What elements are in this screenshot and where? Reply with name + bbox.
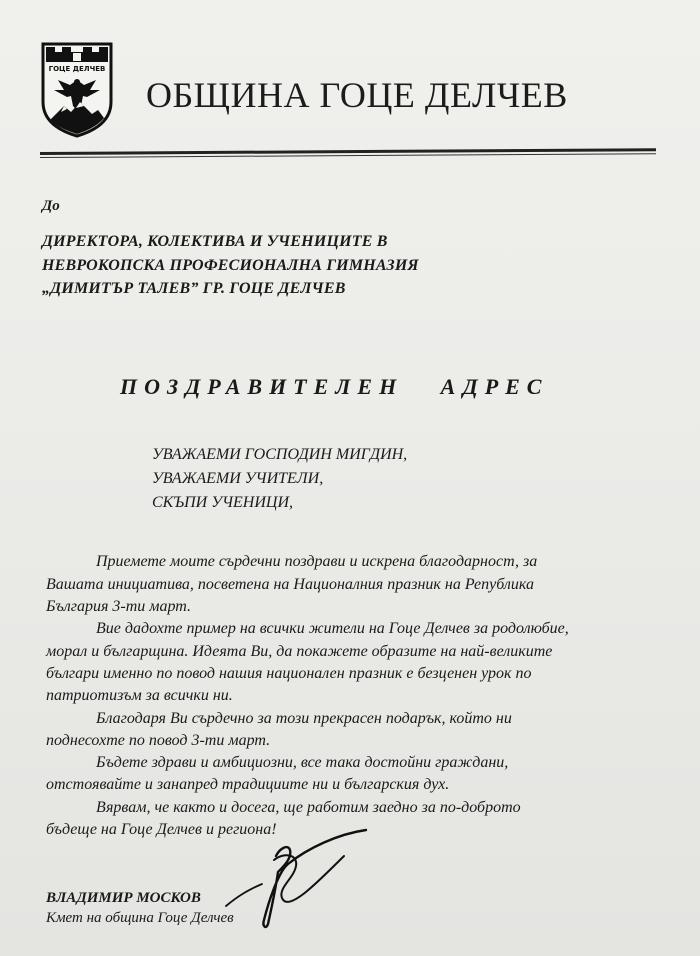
- body-line: Вярвам, че както и досега, ще работим заедно за по-доброто: [96, 799, 521, 816]
- handwritten-signature: [218, 826, 378, 936]
- addressee-line: ДИРЕКТОРА, КОЛЕКТИВА И УЧЕНИЦИТЕ В: [42, 233, 388, 250]
- addressee-line: „ДИМИТЪР ТАЛЕВ” ГР. ГОЦЕ ДЕЛЧЕВ: [42, 280, 346, 297]
- svg-text:ГОЦЕ ДЕЛЧЕВ: ГОЦЕ ДЕЛЧЕВ: [48, 65, 106, 73]
- salutation-line: СКЪПИ УЧЕНИЦИ,: [152, 494, 293, 511]
- document-title: ПОЗДРАВИТЕЛЕН АДРЕС: [120, 374, 549, 399]
- signatory-name: ВЛАДИМИР МОСКОВ: [46, 890, 201, 906]
- body-line: Вашата инициатива, посветена на Националния празник на Република: [46, 576, 534, 593]
- body-line: поднесохте по повод 3-ти март.: [46, 732, 271, 749]
- body-line: българи именно по повод нашия национален празник е безценен урок по: [46, 665, 532, 682]
- body-line: патриотизъм за всички ни.: [46, 687, 233, 704]
- body-line: Бъдете здрави и амбициозни, все така достойни граждани,: [96, 754, 509, 771]
- body-line: морал и българщина. Идеята Ви, да покажете образите на най-великите: [46, 643, 553, 660]
- addressee-line: НЕВРОКОПСКА ПРОФЕСИОНАЛНА ГИМНАЗИЯ: [42, 257, 419, 274]
- addressee-to-label: До: [42, 198, 60, 214]
- salutation-line: УВАЖАЕМИ ГОСПОДИН МИГДИН,: [152, 446, 408, 463]
- body-line: отстоявайте и занапред традициите ни и българския дух.: [46, 776, 450, 793]
- body-line: Благодаря Ви сърдечно за този прекрасен подарък, който ни: [96, 710, 512, 727]
- signatory-position: Кмет на община Гоце Делчев: [46, 910, 234, 926]
- municipal-crest-logo: [40, 40, 114, 138]
- salutation-line: УВАЖАЕМИ УЧИТЕЛИ,: [152, 470, 324, 487]
- body-line: Вие дадохте пример на всички жители на Гоце Делчев за родолюбие,: [96, 620, 569, 637]
- body-line: Приемете моите сърдечни поздрави и искрена благодарност, за: [96, 553, 538, 570]
- body-line: България 3-ти март.: [46, 598, 192, 615]
- municipality-title: ОБЩИНА ГОЦЕ ДЕЛЧЕВ: [146, 75, 568, 115]
- body-line: бъдеще на Гоце Делчев и региона!: [46, 821, 277, 838]
